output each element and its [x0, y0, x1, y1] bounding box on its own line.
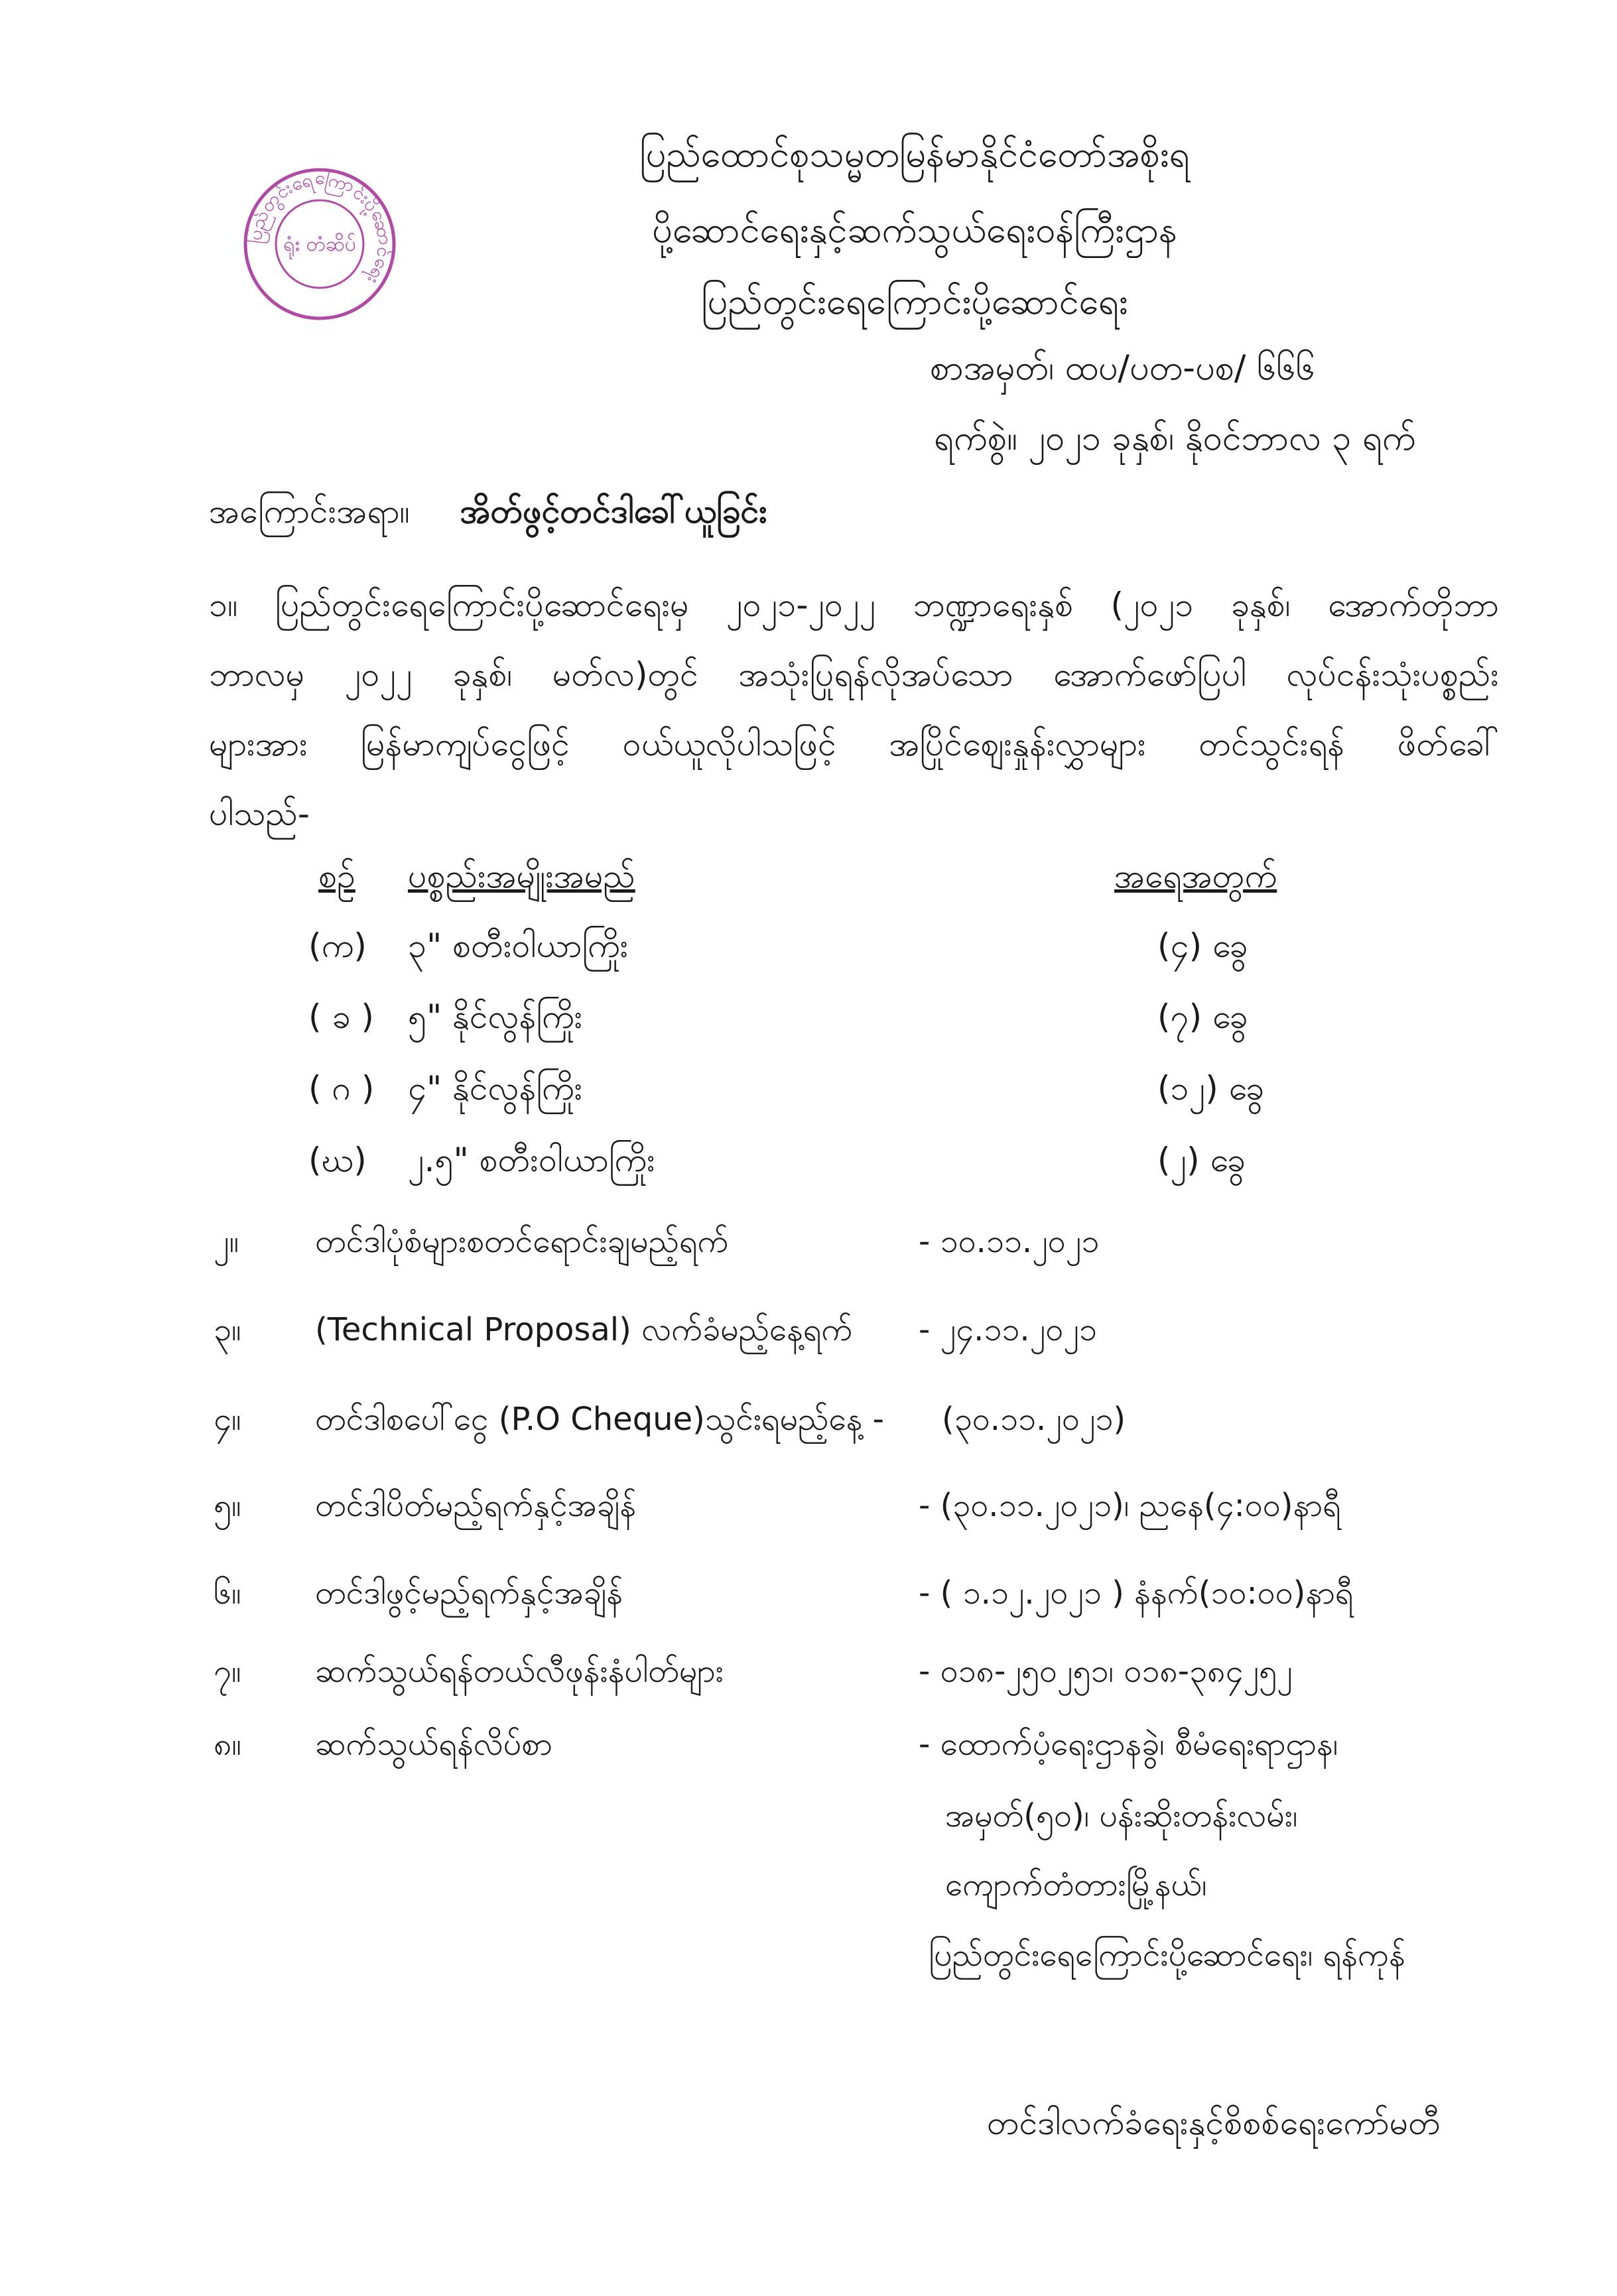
info-number: ၄။: [214, 1401, 241, 1438]
info-label: ဆက်သွယ်ရန်လိပ်စာ: [315, 1726, 552, 1763]
info-value: - ( ၁.၁၂.၂၀၂၁ ) နံနက်(၁၀:၀၀)နာရီ: [919, 1574, 1354, 1612]
table-header-no: စဉ်: [318, 857, 356, 895]
address-line: ပြည်တွင်းရေကြောင်းပို့ဆောင်ရေး၊ ရန်ကုန်: [929, 1937, 1405, 1974]
info-number: ၆။: [214, 1574, 241, 1612]
item-qty: (၄) ခွေ: [1157, 926, 1248, 965]
info-number: ၃။: [214, 1311, 241, 1348]
intro-line: ဘာလမှ ၂၀၂၂ ခုနှစ်၊ မတ်လ)တွင် အသုံးပြုရန်လိုအပ်သော အောက်ဖော်ပြပါ လုပ်ငန်းသုံးပစ္စည်း: [209, 655, 1499, 694]
item-no: ( ခ ): [308, 997, 374, 1036]
intro-paragraph: [209, 570, 1499, 849]
info-number: ၂။: [214, 1223, 239, 1260]
item-name: ၃" စတီးဝါယာကြိုး: [408, 926, 629, 965]
info-label: (Technical Proposal) လက်ခံမည့်နေ့ရက်: [315, 1311, 853, 1348]
info-number: ၈။: [214, 1726, 241, 1763]
info-label: ဆက်သွယ်ရန်တယ်လီဖုန်းနံပါတ်များ: [315, 1653, 724, 1690]
item-qty: (၁၂) ခွေ: [1157, 1069, 1264, 1108]
item-name: ၂.၅" စတီးဝါယာကြိုး: [408, 1141, 655, 1179]
info-label: တင်ဒါပိတ်မည့်ရက်နှင့်အချိန်: [315, 1487, 637, 1524]
committee-signature: တင်ဒါလက်ခံရေးနှင့်စိစစ်ရေးကော်မတီ: [987, 2104, 1441, 2142]
document-date: ရက်စွဲ။ ၂၀၂၁ ခုနှစ်၊ နိုဝင်ဘာလ ၃ ရက်: [934, 418, 1416, 458]
info-value: (၃၀.၁၁.၂၀၂၁): [942, 1401, 1126, 1438]
stamp-center-text: ရုံး တံဆိပ်: [283, 233, 356, 256]
info-value: - (၃၀.၁၁.၂၀၂၁)၊ ညနေ(၄:၀၀)နာရီ: [919, 1487, 1341, 1524]
table-header-name: ပစ္စည်းအမျိုးအမည်: [408, 857, 635, 895]
header-government: ပြည်ထောင်စုသမ္မတမြန်မာနိုင်ငံတော်အစိုးရ: [639, 133, 1190, 175]
intro-line: များအား မြန်မာကျပ်ငွေဖြင့် ဝယ်ယူလိုပါသဖြင့် အပြိုင်ဈေးနှုန်းလွှာများ တင်သွင်းရန် ဖိတ်ခေါ်: [209, 725, 1499, 763]
header-department: ပြည်တွင်းရေကြောင်းပို့ဆောင်ရေး: [701, 281, 1128, 322]
info-value: - ထောက်ပံ့ရေးဌာနခွဲ၊ စီမံရေးရာဌာန၊: [919, 1726, 1338, 1763]
item-no: ( ဂ ): [308, 1069, 375, 1108]
reference-number: စာအမှတ်၊ ထပ/ပတ-ပစ/ ၆၆၆: [930, 348, 1315, 388]
table-row: [0, 1139, 1617, 1192]
item-no: (က): [308, 926, 367, 965]
item-qty: (၂) ခွေ: [1157, 1141, 1246, 1179]
info-value: - ၀၁၈-၂၅၀၂၅၁၊ ၀၁၈-၃၈၄၂၅၂: [919, 1653, 1293, 1690]
subject-line: [209, 491, 767, 539]
info-number: ၅။: [214, 1487, 241, 1524]
info-label: တင်ဒါဖွင့်မည့်ရက်နှင့်အချိန်: [315, 1574, 623, 1612]
stamp-ring-text: ပြည်တွင်းရေကြောင်းပို့ဆောင်ရေး: [243, 166, 397, 288]
info-value: - ၂၄.၁၁.၂၀၂၁: [919, 1311, 1097, 1348]
item-no: (ဃ): [308, 1141, 367, 1179]
info-label: တင်ဒါစပေါ်ငွေ (P.O Cheque)သွင်းရမည့်နေ့ -: [315, 1401, 884, 1438]
item-qty: (၇) ခွေ: [1157, 997, 1248, 1036]
subject-title: အိတ်ဖွင့်တင်ဒါခေါ်ယူခြင်း: [460, 492, 767, 531]
address-line: အမှတ်(၅၀)၊ ပန်းဆိုးတန်းလမ်း၊: [945, 1797, 1298, 1834]
intro-line: ၁။ ပြည်တွင်းရေကြောင်းပို့ဆောင်ရေးမှ ၂၀၂၁-၂၀၂၂ ဘဏ္ဍာရေးနှစ် (၂၀၂၁ ခုနှစ်၊ အောက်တိုဘာ: [209, 586, 1499, 624]
info-value: - ၁၀.၁၁.၂၀၂၁: [919, 1223, 1100, 1260]
item-name: ၅" နိုင်လွန်ကြိုး: [408, 997, 583, 1036]
table-header-qty: အရေအတွက်: [1114, 857, 1277, 895]
table-row: [0, 925, 1617, 978]
intro-line: ပါသည်-: [209, 795, 310, 833]
address-line: ကျောက်တံတားမြို့နယ်၊: [945, 1866, 1207, 1903]
info-number: ၇။: [214, 1653, 241, 1690]
header-ministry: ပို့ဆောင်ရေးနှင့်ဆက်သွယ်ရေးဝန်ကြီးဌာန: [652, 209, 1177, 251]
subject-label: အကြောင်းအရာ။: [209, 492, 410, 531]
table-row: [0, 996, 1617, 1049]
item-name: ၄" နိုင်လွန်ကြိုး: [408, 1069, 583, 1108]
info-label: တင်ဒါပုံစံများစတင်ရောင်းချမည့်ရက်: [315, 1223, 729, 1260]
table-row: [0, 1068, 1617, 1121]
